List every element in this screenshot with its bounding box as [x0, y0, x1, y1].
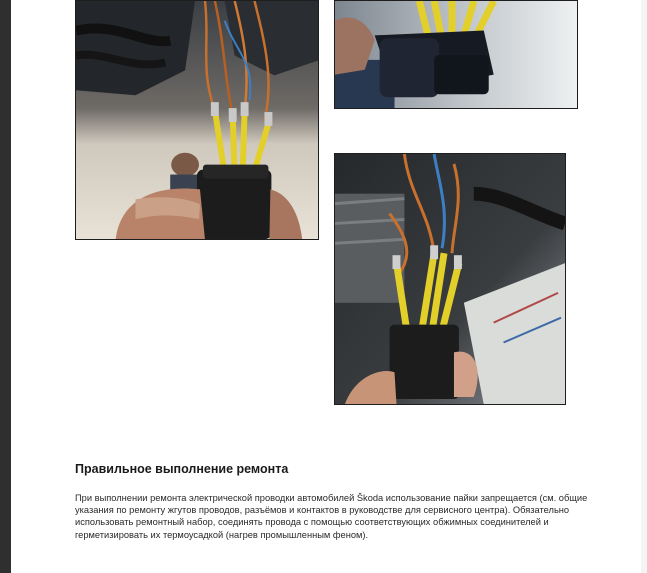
section-heading: Правильное выполнение ремонта — [75, 462, 289, 476]
connector-photo-bottom-right — [334, 153, 566, 405]
page-edge-right — [641, 0, 647, 573]
connector-photo-left — [75, 0, 319, 240]
page-edge-left — [0, 0, 11, 573]
connector-photo-top-right — [334, 0, 578, 109]
section-body-text: При выполнении ремонта электрической проводки автомобилей Škoda использование пайки запрещается (см. общие указания по ремонту жгутов проводов, разъёмов и контактов в руководстве для сервисного центра). Обязательно использовать ремонтный набор, соединять провода с помощью соответствующих обжимных соединителей и герметизировать их термоусадкой (нагрев промышленным феном). — [75, 493, 588, 540]
